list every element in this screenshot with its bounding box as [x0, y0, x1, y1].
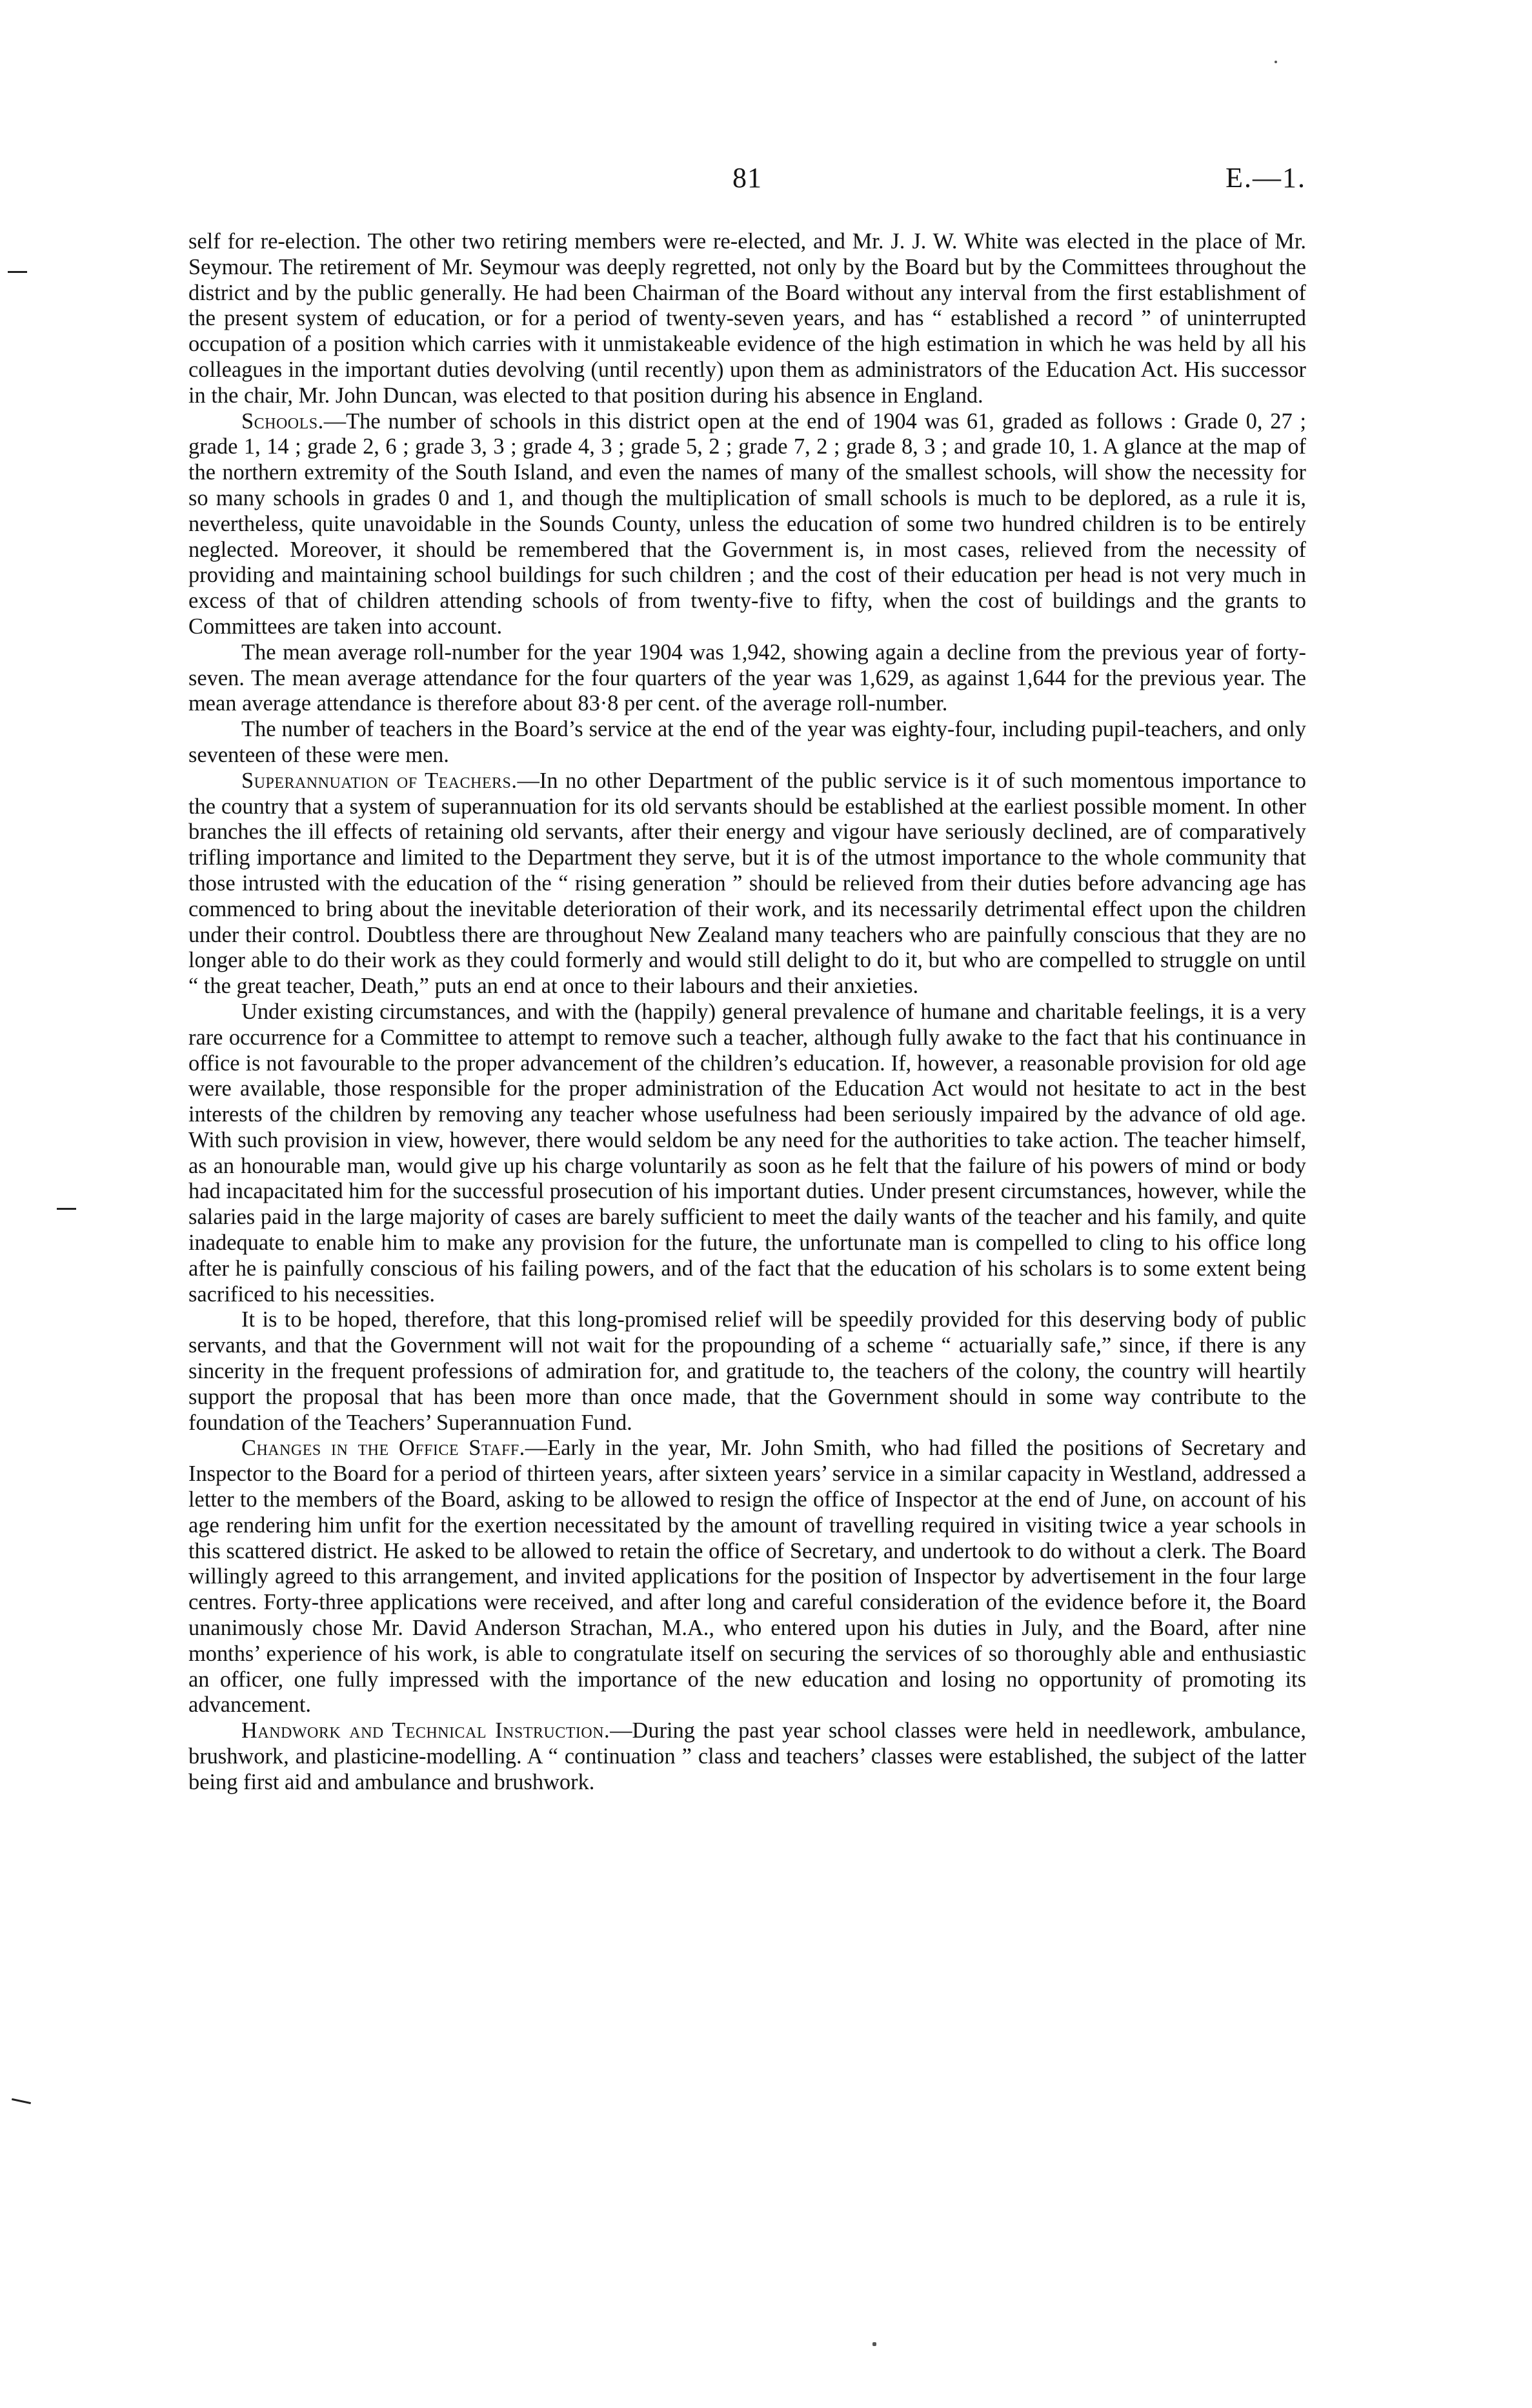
paragraph-handwork: [188, 1718, 1306, 1795]
paragraph-text: It is to be hoped, therefore, that this long-promised relief will be speedily provided for this deserving body of public servants, and that the Government will not wait for the propounding of a scheme “ actuarially safe,” since, if there is any sincerity in the frequent professions of admiration for, and gratitude to, the teachers of the colony, the country will heartily support the proposal that has been more than once made, that the Government should in some way contribute to the foundation of the Teachers’ Superannuation Fund.: [188, 1307, 1306, 1435]
page-speck: [1275, 61, 1277, 63]
paragraph-text: The number of teachers in the Board’s service at the end of the year was eighty-four, including pupil-teachers, and only seventeen of these were men.: [188, 717, 1306, 767]
paragraph-board-election: [188, 229, 1306, 409]
document-reference: E.—1.: [1225, 162, 1306, 194]
page-number: 81: [732, 162, 762, 194]
margin-mark: [57, 1208, 76, 1210]
paragraph-office-staff: [188, 1436, 1306, 1718]
paragraph-text: The mean average roll-number for the year 1904 was 1,942, showing again a decline from the previous year of forty-seven. The mean average attendance for the four quarters of the year was 1,629, as against 1,644 for the previous year. The mean average attendance is therefore about 83·8 per cent. of the average roll-number.: [188, 639, 1306, 716]
paragraph-existing-circumstances: [188, 999, 1306, 1308]
paragraph-relief-hoped: [188, 1307, 1306, 1436]
paragraph-schools: [188, 409, 1306, 640]
paragraph-roll-number: [188, 640, 1306, 717]
body-text: [188, 229, 1306, 1796]
page-header: [188, 161, 1306, 200]
paragraph-teachers-count: [188, 717, 1306, 768]
section-heading-superannuation: Superannuation of Teachers.: [241, 768, 518, 793]
section-heading-handwork: Handwork and Technical Instruction.: [241, 1718, 610, 1743]
paragraph-text: —In no other Department of the public service is it of such momentous importance to the country that a system of superannuation for its old servants should be established at the earliest possible moment. In other branches the ill effects of retaining old servants, after their energy and vigour have seriously declined, are of comparatively trifling importance and limited to the Department they serve, but it is of the utmost importance to the whole community that those intrusted with the education of the “ rising generation ” should be relieved from their duties before advancing age has commenced to bring about the inevitable deterioration of their work, and its necessarily detrimental effect upon the children under their control. Doubtless there are throughout New Zealand many teachers who are painfully conscious that they are no longer able to do their work as they could formerly and would still delight to do it, but who are compelled to struggle on until “ the great teacher, Death,” puts an end at once to their labours and their anxieties.: [188, 768, 1307, 999]
margin-mark: [8, 271, 27, 273]
paragraph-superannuation: [188, 768, 1306, 999]
paragraph-text: Under existing circumstances, and with the (happily) general prevalence of humane and charitable feelings, it is a very rare occurrence for a Committee to attempt to remove such a teacher, although fully awake to the fact that his continuance in office is not favourable to the proper advancement of the children’s education. If, however, a reasonable provision for old age were available, those responsible for the proper administration of the Education Act would not hesitate to act in the best interests of the children by removing any teacher whose usefulness had been seriously impaired by the advance of old age. With such provision in view, however, there would seldom be any need for the authorities to take action. The teacher himself, as an honourable man, would give up his charge voluntarily as soon as he felt that the failure of his powers of mind or body had incapacitated him for the successful prosecution of his important duties. Under present circumstances, however, while the salaries paid in the large majority of cases are barely sufficient to meet the daily wants of the teacher and his family, and quite inadequate to enable him to make any provision for the future, the unfortunate man is compelled to cling to his office long after he is painfully conscious of his failing powers, and of the fact that the education of his scholars is to some extent being sacrificed to his necessities.: [188, 999, 1306, 1307]
page-speck: [872, 2342, 876, 2346]
paragraph-text: —Early in the year, Mr. John Smith, who had filled the positions of Secretary and Inspector to the Board for a period of thirteen years, after sixteen years’ service in a similar capacity in Westland, addressed a letter to the members of the Board, asking to be allowed to resign the office of Inspector at the end of June, on account of his age rendering him unfit for the exertion necessitated by the amount of travelling required in visiting twice a year schools in this scattered district. He asked to be allowed to retain the office of Secretary, and undertook to do without a clerk. The Board willingly agreed to this arrangement, and invited applications for the position of Inspector by advertisement in the four large centres. Forty-three applications were received, and after long and careful consideration of the evidence before it, the Board unanimously chose Mr. David Anderson Strachan, M.A., who entered upon his duties in July, and the Board, after nine months’ experience of his work, is able to congratulate itself on securing the services of so thoroughly able and enthusiastic an officer, one fully impressed with the importance of the new education and losing no opportunity of promoting its advancement.: [188, 1436, 1306, 1718]
margin-mark: [12, 2098, 31, 2104]
paragraph-text: self for re-election. The other two retiring members were re-elected, and Mr. J. J. W. White was elected in the place of Mr. Seymour. The retirement of Mr. Seymour was deeply regretted, not only by the Board but by the Committees throughout the district and by the public generally. He had been Chairman of the Board without any interval from the first establishment of the present system of education, or for a period of twenty-seven years, and has “ established a record ” of uninterrupted occupation of a position which carries with it unmistakeable evidence of the high estimation in which he was held by all his colleagues in the important duties devolving (until recently) upon them as administrators of the Education Act. His successor in the chair, Mr. John Duncan, was elected to that position during his absence in England.: [188, 229, 1306, 408]
section-heading-schools: Schools.: [241, 408, 324, 434]
paragraph-text: —The number of schools in this district open at the end of 1904 was 61, graded as follows : Grade 0, 27 ; grade 1, 14 ; grade 2, 6 ; grade 3, 3 ; grade 4, 3 ; grade 5, 2 ; grade 7, 2 ; grade 8, 3 ; and grade 10, 1. A glance at the map of the northern extremity of the South Island, and even the names of many of the smallest schools, will show the necessity for so many schools in grades 0 and 1, and though the multiplication of small schools is much to be deplored, as a rule it is, nevertheless, quite unavoidable in the Sounds County, unless the education of some two hundred children is to be entirely neglected. Moreover, it should be remembered that the Government is, in most cases, relieved from the necessity of providing and maintaining school buildings for such children ; and the cost of their education per head is not very much in excess of that of children attending schools of from twenty-five to fifty, when the cost of buildings and the grants to Committees are taken into account.: [188, 408, 1306, 639]
paragraph-text: —During the past year school classes were held in needlework, ambulance, brushwork, and plasticine-modelling. A “ continuation ” class and teachers’ classes were established, the subject of the latter being first aid and ambulance and brushwork.: [188, 1718, 1306, 1794]
section-heading-office-staff: Changes in the Office Staff.: [241, 1436, 525, 1461]
